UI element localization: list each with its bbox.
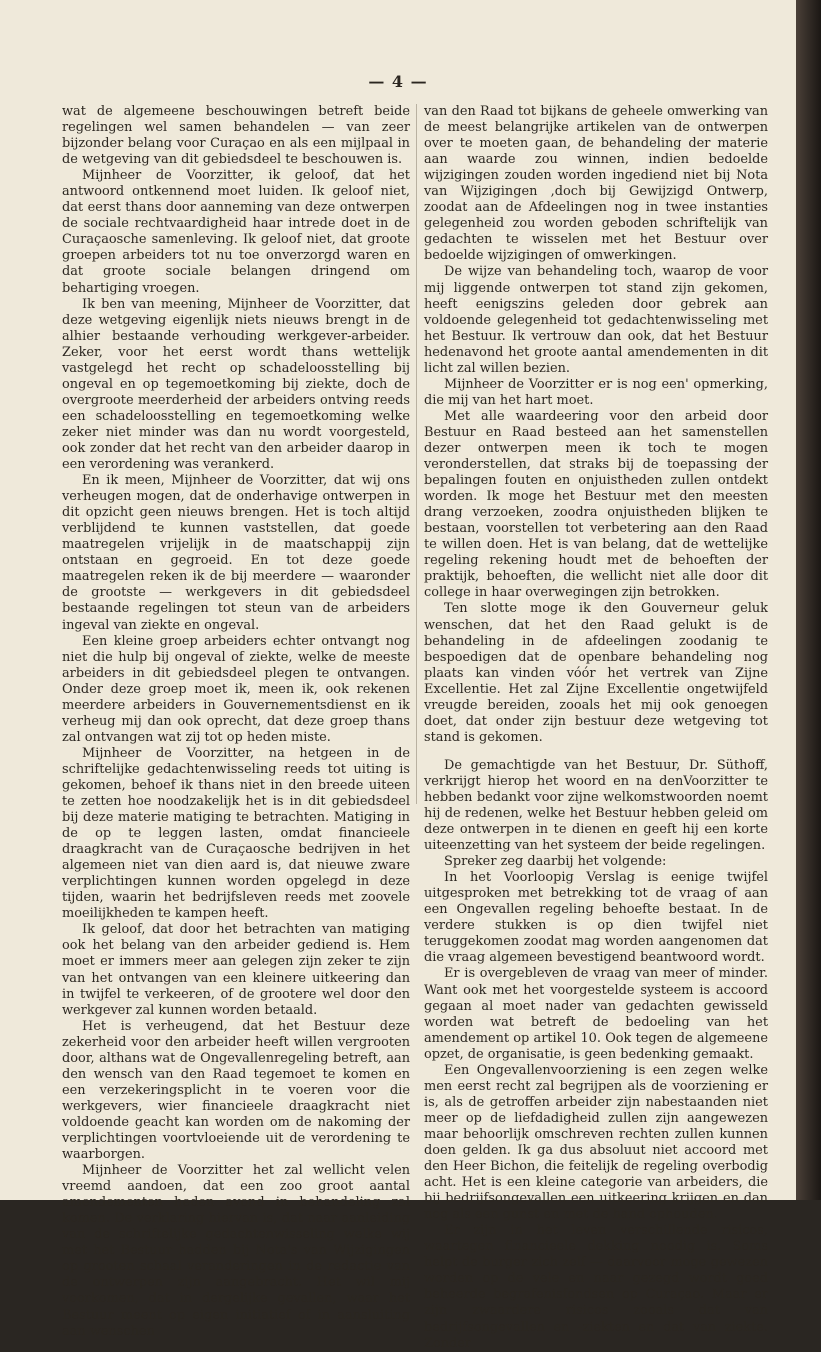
right-column [424, 104, 768, 1351]
page-number: — 4 — [368, 72, 428, 91]
paragraph: Het is verheugend, dat het Bestuur deze zekerheid voor den arbeider heeft willen vergrooten door, althans wat de Ongevallenregeling betreft, aan den wensch van den Raad tegemoet te komen en een verzekeringsplicht in te voeren voor die werkgevers, wier financieele draagkracht niet voldoende geacht kan worden om de nakoming der verplichtingen voortvloeiende uit de verordening te waarborgen. [62, 1018, 410, 1163]
left-column [62, 104, 410, 1339]
paragraph: En ik meen, Mijnheer de Voorzitter, dat wij ons verheugen mogen, dat de onderhavige ontwerpen in dit opzicht geen nieuws brengen. Het is toch altijd verblijdend te kunnen vaststellen, dat goede maatregelen vrijelijk in de maatschappij zijn ontstaan en gegroeid. En tot deze goede maatregelen reken ik de bij meerdere — waaronder de grootste — werkgevers in dit gebiedsdeel bestaande regelingen tot steun van de arbeiders ingeval van ziekte en ongeval. [62, 473, 410, 633]
paragraph: Mijnheer de Voorzitter er is nog een' opmerking, die mij van het hart moet. [424, 376, 768, 408]
paragraph: Een Ongevallenvoorziening is een zegen welke men eerst recht zal begrijpen als de voorziening er is, als de getroffen arbeider zijn nabestaanden niet meer op de liefdadigheid zullen zijn aangewezen maar behoorlijk omschreven rechten zullen kunnen doen gelden. Ik ga dus absoluut niet accoord met den Heer Bichon, die feitelijk de regeling overbodig acht. Het is een kleine categorie van arbeiders, die bij bedrijfsongevallen een uitkeering krijgen en dan nog als een gunst en met de hand ophouden. [424, 1062, 768, 1223]
paragraph: Een kleine groep arbeiders echter ontvangt nog niet die hulp bij ongeval of ziekte, welke de meeste arbeiders in dit gebiedsdeel plegen te ontvangen. Onder deze groep moet ik, meen ik, ook rekenen meerdere arbeiders in Gouvernementsdienst en ik verheug mij dan ook oprecht, dat deze groep thans zal ontvangen wat zij tot op heden miste. [62, 633, 410, 745]
paragraph: Mijnheer de Voorzitter, na hetgeen in de schriftelijke gedachtenwisseling reeds tot uiting is gekomen, behoef ik thans niet in den breede uiteen te zetten hoe noodzakelijk het is in dit gebiedsdeel bij deze materie matiging te betrachten. Matiging in de op te leggen lasten, omdat financieele draagkracht van de Curaçaosche bedrijven in het algemeen niet van dien aard is, dat nieuwe zware verplichtingen kunnen worden opgelegd in deze tijden, waarin het bedrijfsleven reeds met zoovele moeilijkheden te kampen heeft. [62, 745, 410, 922]
paragraph: Mijnheer de Voorzitter, ik geloof, dat het antwoord ontkennend moet luiden. Ik geloof niet, dat eerst thans door aanneming van deze ontwerpen de sociale rechtvaardigheid haar intrede doet in de Curaçaosche samenleving. Ik geloof niet, dat groote groepen arbeiders tot nu toe onverzorgd waren en dat groote sociale belangen dringend om behartiging vroegen. [62, 168, 410, 296]
paragraph: van den Raad tot bijkans de geheele omwerking van de meest belangrijke artikelen van de ontwerpen over te moeten gaan, de behandeling der materie aan waarde zou winnen, indien bedoelde wijzigingen zouden worden ingediend niet bij Nota van Wijzigingen ,doch bij Gewijzigd Ontwerp, zoodat aan de Afdeelingen nog in twee instanties gelegenheid zou worden geboden schriftelijk van gedachten te wisselen met het Bestuur over bedoelde wijzigingen of omwerkingen. [424, 104, 768, 264]
column-divider [416, 104, 417, 804]
paragraph: Ik geloof, dat door het betrachten van matiging ook het belang van den arbeider gediend is. Hem moet er immers meer aan gelegen zijn zeker te zijn van het ontvangen van een kleinere uitkeering dan in twijfel te verkeeren, of de grootere wel door den werkgever zal kunnen worden betaald. [62, 922, 410, 1018]
paragraph: wat de algemeene beschouwingen betreft beide regelingen wel samen behandelen — van zeer bijzonder belang voor Curaçao en als een mijlpaal in de wetgeving van dit gebiedsdeel te beschouwen is. [62, 104, 410, 168]
paragraph: Er zijn in het leven verschillende risicos, waartegen financieele dekking noodig is. Soms helpt de burger zich zelf — daarvoor moge gewezen worden op de vele en naar gezegd wordt goed beheerde begrafenisfondsen op Curaçao. Maar er zijn zwaardere risicos zooals dat van bedrijfsongevallen en -ziekten en dat van ziekte. Zonder [424, 1223, 768, 1351]
paragraph: Spreker zeg daarbij het volgende: [444, 854, 667, 870]
paragraph: De gemachtigde van het Bestuur, Dr. Süthoff, verkrijgt hierop het woord en na denVoorzitter te hebben bedankt voor zijne welkomstwoorden noemt hij de redenen, welke het Bestuur hebben geleid om deze ontwerpen in te dienen en geeft hij een korte uiteenzetting van het systeem der beide regelingen. [424, 757, 768, 854]
paragraph: Ik ben van meening, Mijnheer de Voorzitter, dat deze wetgeving eigenlijk niets nieuws brengt in de alhier bestaande verhouding werkgever-arbeider. Zeker, voor het eerst wordt thans wettelijk vastgelegd het recht op schadeloosstelling bij ongeval en op tegemoetkoming bij ziekte, doch de overgroote meerderheid der arbeiders ontving reeds een schadeloosstelling en tegemoetkoming welke zeker niet minder was dan nu wordt voorgesteld, ook zonder dat het recht van den arbeider daarop in een verordening was verankerd. [62, 296, 410, 473]
paragraph: In het Voorloopig Verslag is eenige twijfel uitgesproken met betrekking tot de vraag of aan een Ongevallen regeling behoefte bestaat. In de verdere stukken is op dien twijfel niet teruggekomen zoodat mag worden aangenomen dat die vraag algemeen bevestigend beantwoord wordt. [424, 870, 768, 966]
paragraph: Met alle waardeering voor den arbeid door Bestuur en Raad besteed aan het samenstellen dezer ontwerpen meen ik toch te mogen veronderstellen, dat straks bij de toepassing der bepalingen fouten en onjuistheden zullen ontdekt worden. Ik moge het Bestuur met den meesten drang verzoeken, zoodra onjuistheden blijken te bestaan, voorstellen tot verbetering aan den Raad te willen doen. Het is van belang, dat de wettelijke regeling rekening houdt met de behoeften der praktijk, behoeften, die wellicht niet alle door dit college in haar overwegingen zijn betrokken. [424, 408, 768, 601]
paragraph: Mijnheer de Voorzitter het zal wellicht velen vreemd aandoen, dat een zoo groot aantal amendementen heden avond in behandeling zal komen. De verklaring hiervan is, dat naar aanleiding van de schriftelijke gedachtenwisseling welke wij met het Bestuur hadden bij Nota's van Wijzigingen op grooten schaal veranderingen in de redactie van de ontwerpen zijn aangebracht. Het wil mij voorkomen, dat in dergelijke gevallen, waar het Bestuur meent op eigen initiatief of in aansluiting aan wenschen [62, 1163, 410, 1339]
paragraph: Er is overgebleven de vraag van meer of minder. Want ook met het voorgestelde systeem is accoord gegaan al moet nader van gedachten gewisseld worden wat betreft de bedoeling van het amendement op artikel 10. Ook tegen de algemeene opzet, de organisatie, is geen bedenking gemaakt. [424, 966, 768, 1062]
book-spine-edge [796, 0, 821, 1200]
paragraph: Ten slotte moge ik den Gouverneur geluk wenschen, dat het den Raad gelukt is de behandeling in de afdeelingen zoodanig te bespoedigen dat de openbare behandeling nog plaats kan vinden vóór het vertrek van Zijne Excellentie. Het zal Zijne Excellentie ongetwijfeld vreugde bereiden, zooals het mij ook genoegen doet, dat onder zijn bestuur deze wetgeving tot stand is gekomen. [424, 601, 768, 745]
paragraph: De wijze van behandeling toch, waarop de voor mij liggende ontwerpen tot stand zijn gekomen, heeft eenigszins geleden door gebrek aan voldoende gelegenheid tot gedachtenwisseling met het Bestuur. Ik vertrouw dan ook, dat het Bestuur hedenavond het groote aantal amendementen in dit licht zal willen bezien. [424, 264, 768, 376]
